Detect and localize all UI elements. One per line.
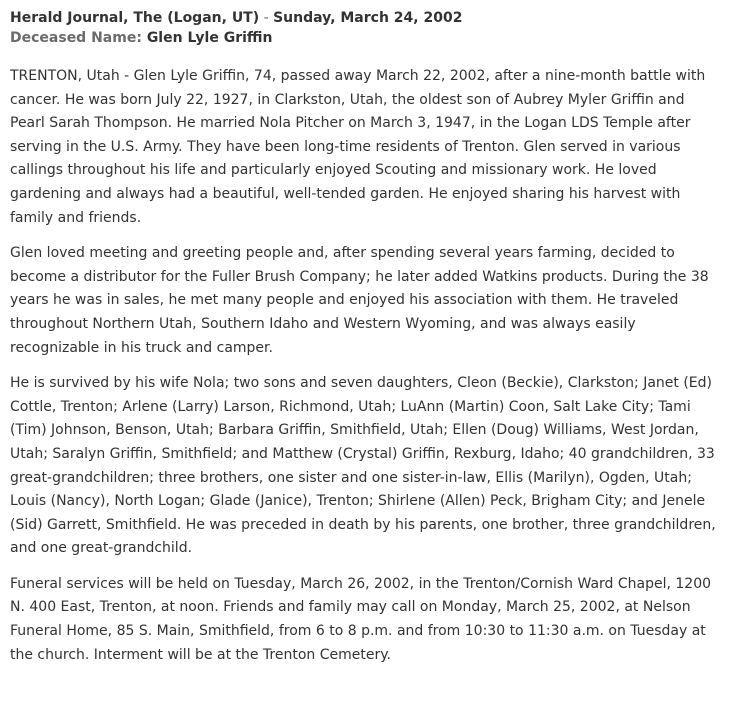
obituary-paragraph-4: Funeral services will be held on Tuesday, March 26, 2002, in the Trenton/Cornish Ward Chapel, 1200 N. 400 East, Trenton, at noon. Friends and family may call on Monday, March 25, 2002, at Nelson Funeral Home, 85 S. Main, Smithfield, from 6 to 8 p.m. and from 10:30 to 11:30 a.m. on Tuesday at the church. Interment will be at the Trenton Cemetery. (10, 575, 712, 663)
publication-separator: - (259, 10, 274, 26)
obituary-paragraph-2: Glen loved meeting and greeting people and, after spending several years farming, decided to become a distributor for the Fuller Brush Company; he later added Watkins products. During the 38 years he was in sales, he met many people and enjoyed his association with them. He traveled throughout Northern Utah, Southern Idaho and Western Wyoming, and was always easily recognizable in his truck and camper. (10, 245, 709, 356)
obituary-paragraph-3: He is survived by his wife Nola; two sons and seven daughters, Cleon (Beckie), Clarkston; Janet (Ed) Cottle, Trenton; Arlene (Larry) Larson, Richmond, Utah; LuAnn (Martin) Coon, Salt Lake City; Tami (Tim) Johnson, Benson, Utah; Barbara Griffin, Smithfield, Utah; Ellen (Doug) Williams, West Jordan, Utah; Saralyn Griffin, Smithfield; and Matthew (Crystal) Griffin, Rexburg, Idaho; 40 grandchildren, 33 great-grandchildren; three brothers, one sister and one sister-in-law, Ellis (Marilyn), Ogden, Utah; Louis (Nancy), North Logan; Glade (Janice), Trenton; Shirlene (Allen) Peck, Brigham City; and Jenele (Sid) Garrett, Smithfield. He was preceded in death by his parents, one brother, three grandchildren, and one great-grandchild. (10, 375, 716, 557)
obituary-header (10, 8, 716, 48)
publication-line (10, 8, 716, 28)
publication-date: Sunday, March 24, 2002 (273, 10, 463, 26)
publication-source: Herald Journal, The (Logan, UT) (10, 10, 260, 26)
deceased-name: Glen Lyle Griffin (146, 30, 273, 46)
deceased-line (10, 28, 716, 48)
obituary-paragraph-1: TRENTON, Utah - Glen Lyle Griffin, 74, passed away March 22, 2002, after a nine-month battle with cancer. He was born July 22, 1927, in Clarkston, Utah, the oldest son of Aubrey Myler Griffin and Pearl Sarah Thompson. He married Nola Pitcher on March 3, 1947, in the Logan LDS Temple after serving in the U.S. Army. They have been long-time residents of Trenton. Glen served in various callings throughout his life and particularly enjoyed Scouting and missionary work. He loved gardening and always had a beautiful, well-tended garden. He enjoyed sharing his harvest with family and friends. (10, 68, 706, 226)
deceased-label: Deceased Name: (10, 30, 142, 46)
obituary-body (10, 65, 716, 667)
